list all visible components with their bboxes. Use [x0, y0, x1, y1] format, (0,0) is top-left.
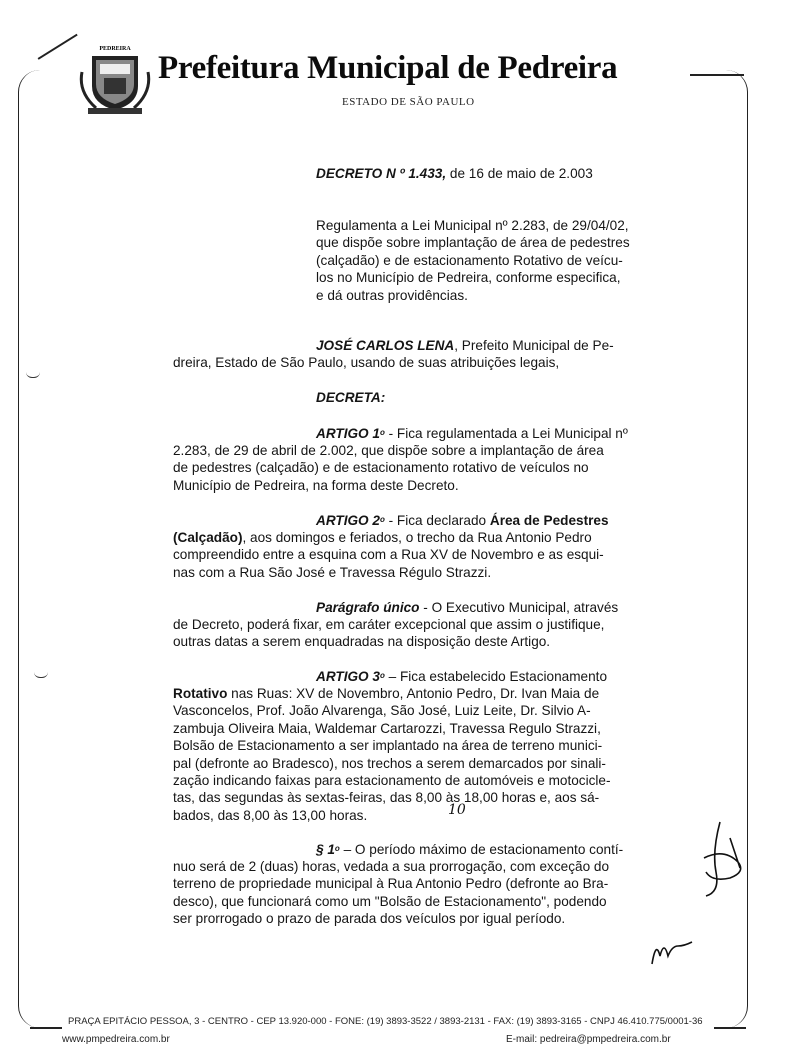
coat-of-arms-icon [78, 42, 152, 122]
footer-email: E-mail: pedreira@pmpedreira.com.br [506, 1034, 671, 1045]
initials-icon [648, 934, 694, 968]
art1-body: 2.283, de 29 de abril de 2.002, que dispõe sobre a implantação de área de pedestres (calçadão) e de estacionamento rotativo de veículos no Município de Pedreira, na forma deste Decreto. [173, 443, 604, 493]
signature-icon [690, 818, 750, 898]
art3-body: Rotativo nas Ruas: XV de Novembro, Antonio Pedro, Dr. Ivan Maia de Vasconcelos, Prof. João Alvarenga, São José, Luiz Leite, Dr. Silvio A- zambuja Oliveira Maia, Waldemar Cartarozzi, Travessa Regulo Strazzi, Bolsão de Estacionamento a ser implantado na área de terreno munici- pal (defronte ao Bradesco), nos trechos a serem demarcados por sinali- zação indicando faixas para estacionamento de automóveis e motocicle- tas, das segundas às sextas-feiras, das 8,00 às 18,00 horas e, aos sá- bados, das 8,00 às 13,00 horas. [173, 686, 611, 823]
paragrafo-body: de Decreto, poderá fixar, em caráter excepcional que assim o justifique, outras datas a serem enquadradas na disposição deste Artigo. [173, 617, 605, 650]
footer-website: www.pmpedreira.com.br [62, 1034, 170, 1045]
decree-heading [316, 165, 593, 182]
crest-label: PEDREIRA [99, 46, 131, 52]
decree-date: de 16 de maio de 2.003 [446, 166, 593, 181]
art1-first-line: ARTIGO 1$^o$ - Fica regulamentada a Lei Municipal nº [316, 426, 628, 441]
ementa-line: los no Município de Pedreira, conforme especifica, [316, 270, 621, 286]
par1-first-line: § 1$^o$ – O período máximo de estacionamento contí- [316, 842, 624, 857]
ementa-line: (calçadão) e de estacionamento Rotativo de veícu- [316, 252, 623, 268]
paragrafo-first-line: Parágrafo único - O Executivo Municipal, através [316, 600, 619, 615]
corner-mark [38, 34, 78, 60]
ementa-line: Regulamenta a Lei Municipal nº 2.283, de 29/04/02, [316, 218, 629, 233]
page-title: Prefeitura Municipal de Pedreira [158, 50, 618, 86]
header-rule [690, 74, 744, 76]
footer-rule-right [714, 1027, 746, 1029]
ementa-line: e dá outras providências. [316, 287, 468, 303]
footer-address: PRAÇA EPITÁCIO PESSOA, 3 - CENTRO - CEP 13.920-000 - FONE: (19) 3893-3522 / 3893-2131 - FAX: (19) 3893-3165 - CNPJ 46.410.775/0001-36 [68, 1016, 703, 1027]
art3-first-line: ARTIGO 3$^o$ – Fica estabelecido Estacionamento [316, 669, 608, 684]
preamble-line-2: dreira, Estado de São Paulo, usando de suas atribuições legais, [173, 355, 560, 370]
preamble-line-1: JOSÉ CARLOS LENA, Prefeito Municipal de Pe- [316, 338, 614, 353]
footer-rule-left [30, 1027, 62, 1029]
art2-body: (Calçadão), aos domingos e feriados, o trecho da Rua Antonio Pedro compreendido entre a esquina com a Rua XV de Novembro e as esqui- nas com a Rua São José e Travessa Régulo Strazzi. [173, 530, 604, 580]
ementa [316, 217, 672, 304]
decreta-heading: DECRETA: [316, 390, 386, 405]
par1-body: nuo será de 2 (duas) horas, vedada a sua prorrogação, com exceção do terreno de propriedade municipal à Rua Antonio Pedro (defronte ao Bra- desco), que funcionará como um "Bolsão de Estacionamento", podendo ser prorrogado o prazo de parada dos veículos por igual período. [173, 859, 610, 927]
art2-first-line: ARTIGO 2$^o$ - Fica declarado Área de Pedestres [316, 513, 609, 528]
ementa-line: que dispõe sobre implantação de área de pedestres [316, 235, 630, 251]
handwritten-note: 10 [448, 802, 466, 818]
mayor-name: JOSÉ CARLOS LENA [316, 338, 455, 353]
decree-number: DECRETO N º 1.433, [316, 166, 447, 181]
page-subtitle: ESTADO DE SÃO PAULO [342, 96, 475, 108]
